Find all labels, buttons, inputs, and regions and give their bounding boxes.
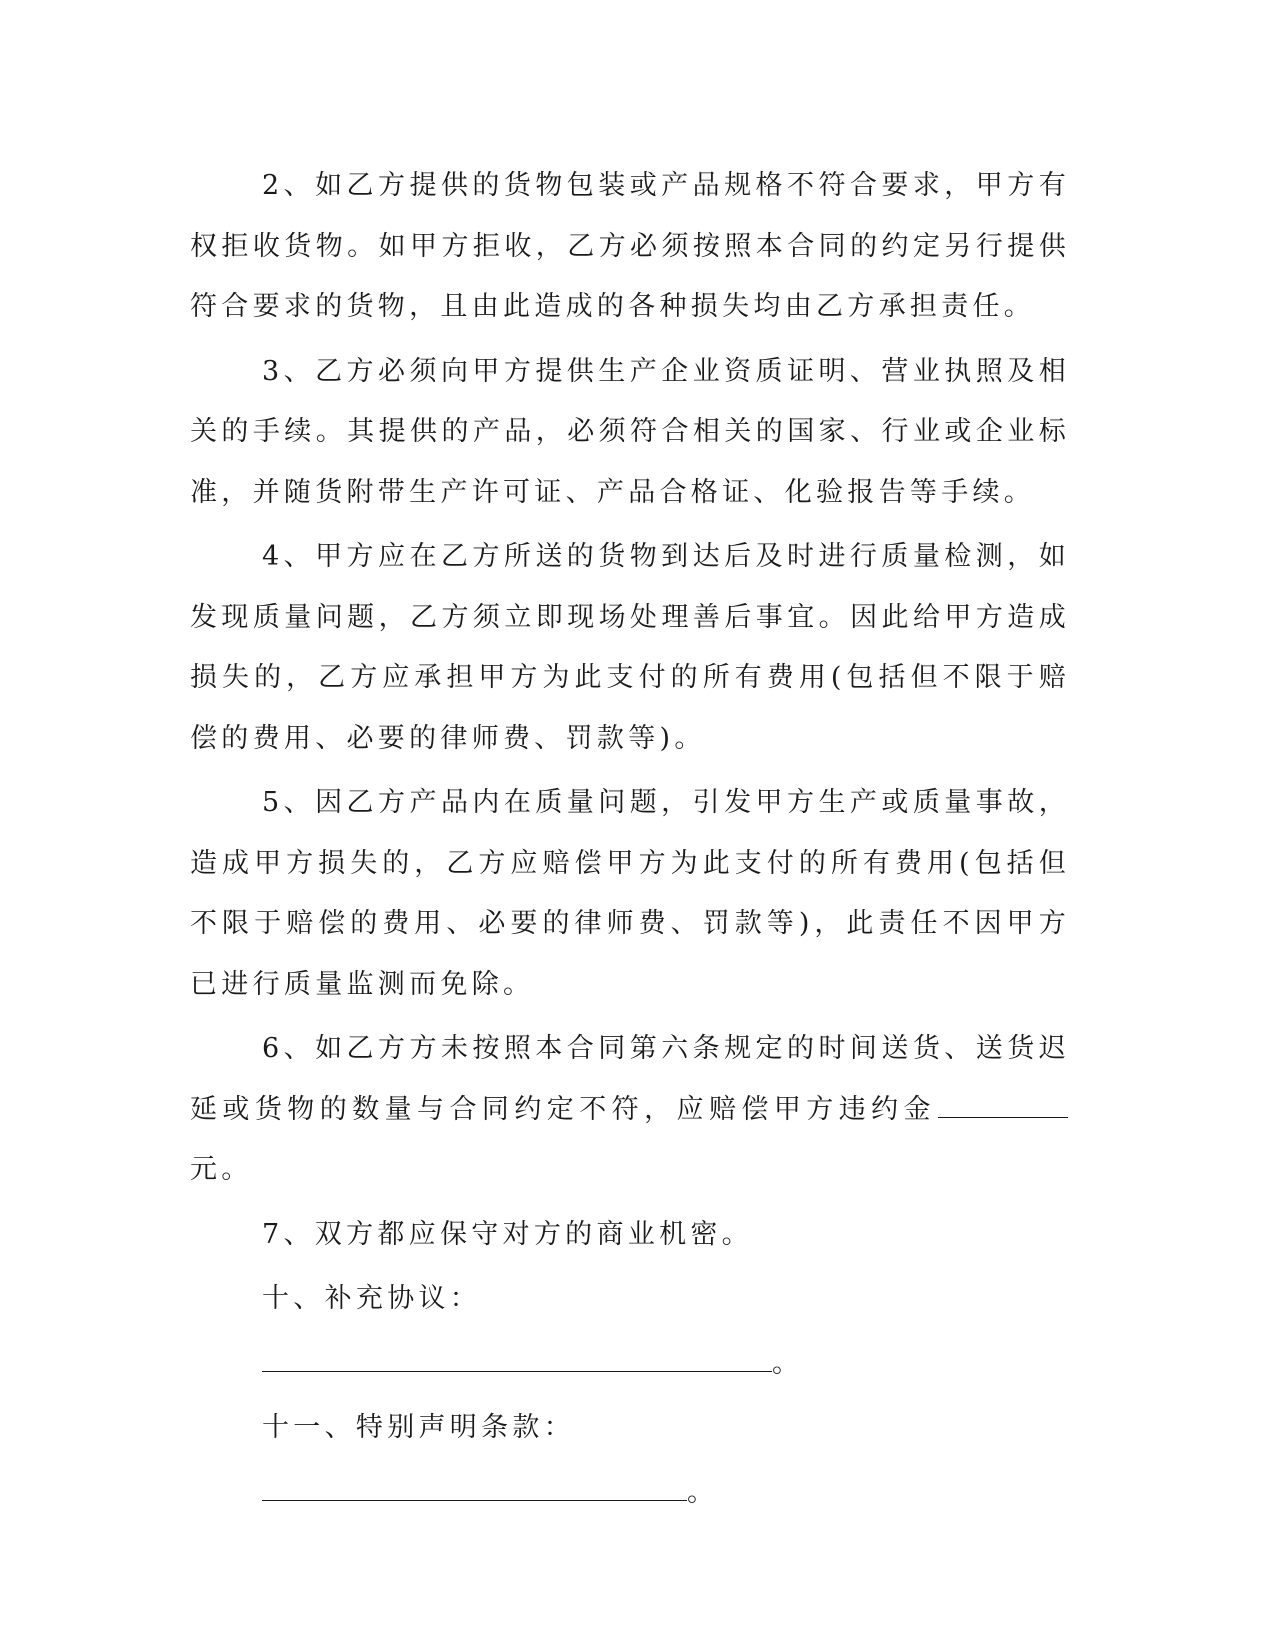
clause-6	[190, 1019, 1070, 1201]
section-11-title: 十一、特别声明条款：	[262, 1412, 575, 1443]
section-11-end: 。	[687, 1476, 714, 1508]
clause-5: 5、因乙方产品内在质量问题，引发甲方生产或质量事故，造成甲方损失的，乙方应赔偿甲方为此支付的所有费用(包括但不限于赔偿的费用、必要的律师费、罚款等)，此责任不因甲方已进行质量监测而免除。	[190, 787, 1070, 1000]
clause-6-text: 6、如乙方方未按照本合同第六条规定的时间送货、送货迟延或货物的数量与合同约定不符，应赔偿甲方违约金	[190, 1033, 1070, 1125]
clause-6-end: 元。	[190, 1154, 253, 1185]
clause-2: 2、如乙方提供的货物包装或产品规格不符合要求，甲方有权拒收货物。如甲方拒收，乙方必须按照本合同的约定另行提供符合要求的货物，且由此造成的各种损失均由乙方承担责任。	[190, 170, 1070, 322]
section-10-title: 十、补充协议：	[262, 1283, 482, 1314]
supplementary-agreement-blank	[262, 1341, 772, 1372]
section-10-end: 。	[772, 1347, 799, 1379]
clause-3: 3、乙方必须向甲方提供生产企业资质证明、营业执照及相关的手续。其提供的产品，必须符合相关的国家、行业或企业标准，并随货附带生产许可证、产品合格证、化验报告等手续。	[190, 355, 1070, 508]
penalty-amount-blank	[938, 1087, 1068, 1118]
clause-4: 4、甲方应在乙方所送的货物到达后及时进行质量检测，如发现质量问题，乙方须立即现场处理善后事宜。因此给甲方造成损失的，乙方应承担甲方为此支付的所有费用(包括但不限于赔偿的费用、必要的律师费、罚款等)。	[190, 541, 1070, 754]
document-body	[190, 156, 1070, 1527]
section-11-blank-row	[190, 1463, 1070, 1524]
special-statement-blank	[262, 1470, 687, 1501]
clause-7: 7、双方都应保守对方的商业机密。	[262, 1218, 753, 1250]
section-10-blank-row	[190, 1334, 1070, 1395]
